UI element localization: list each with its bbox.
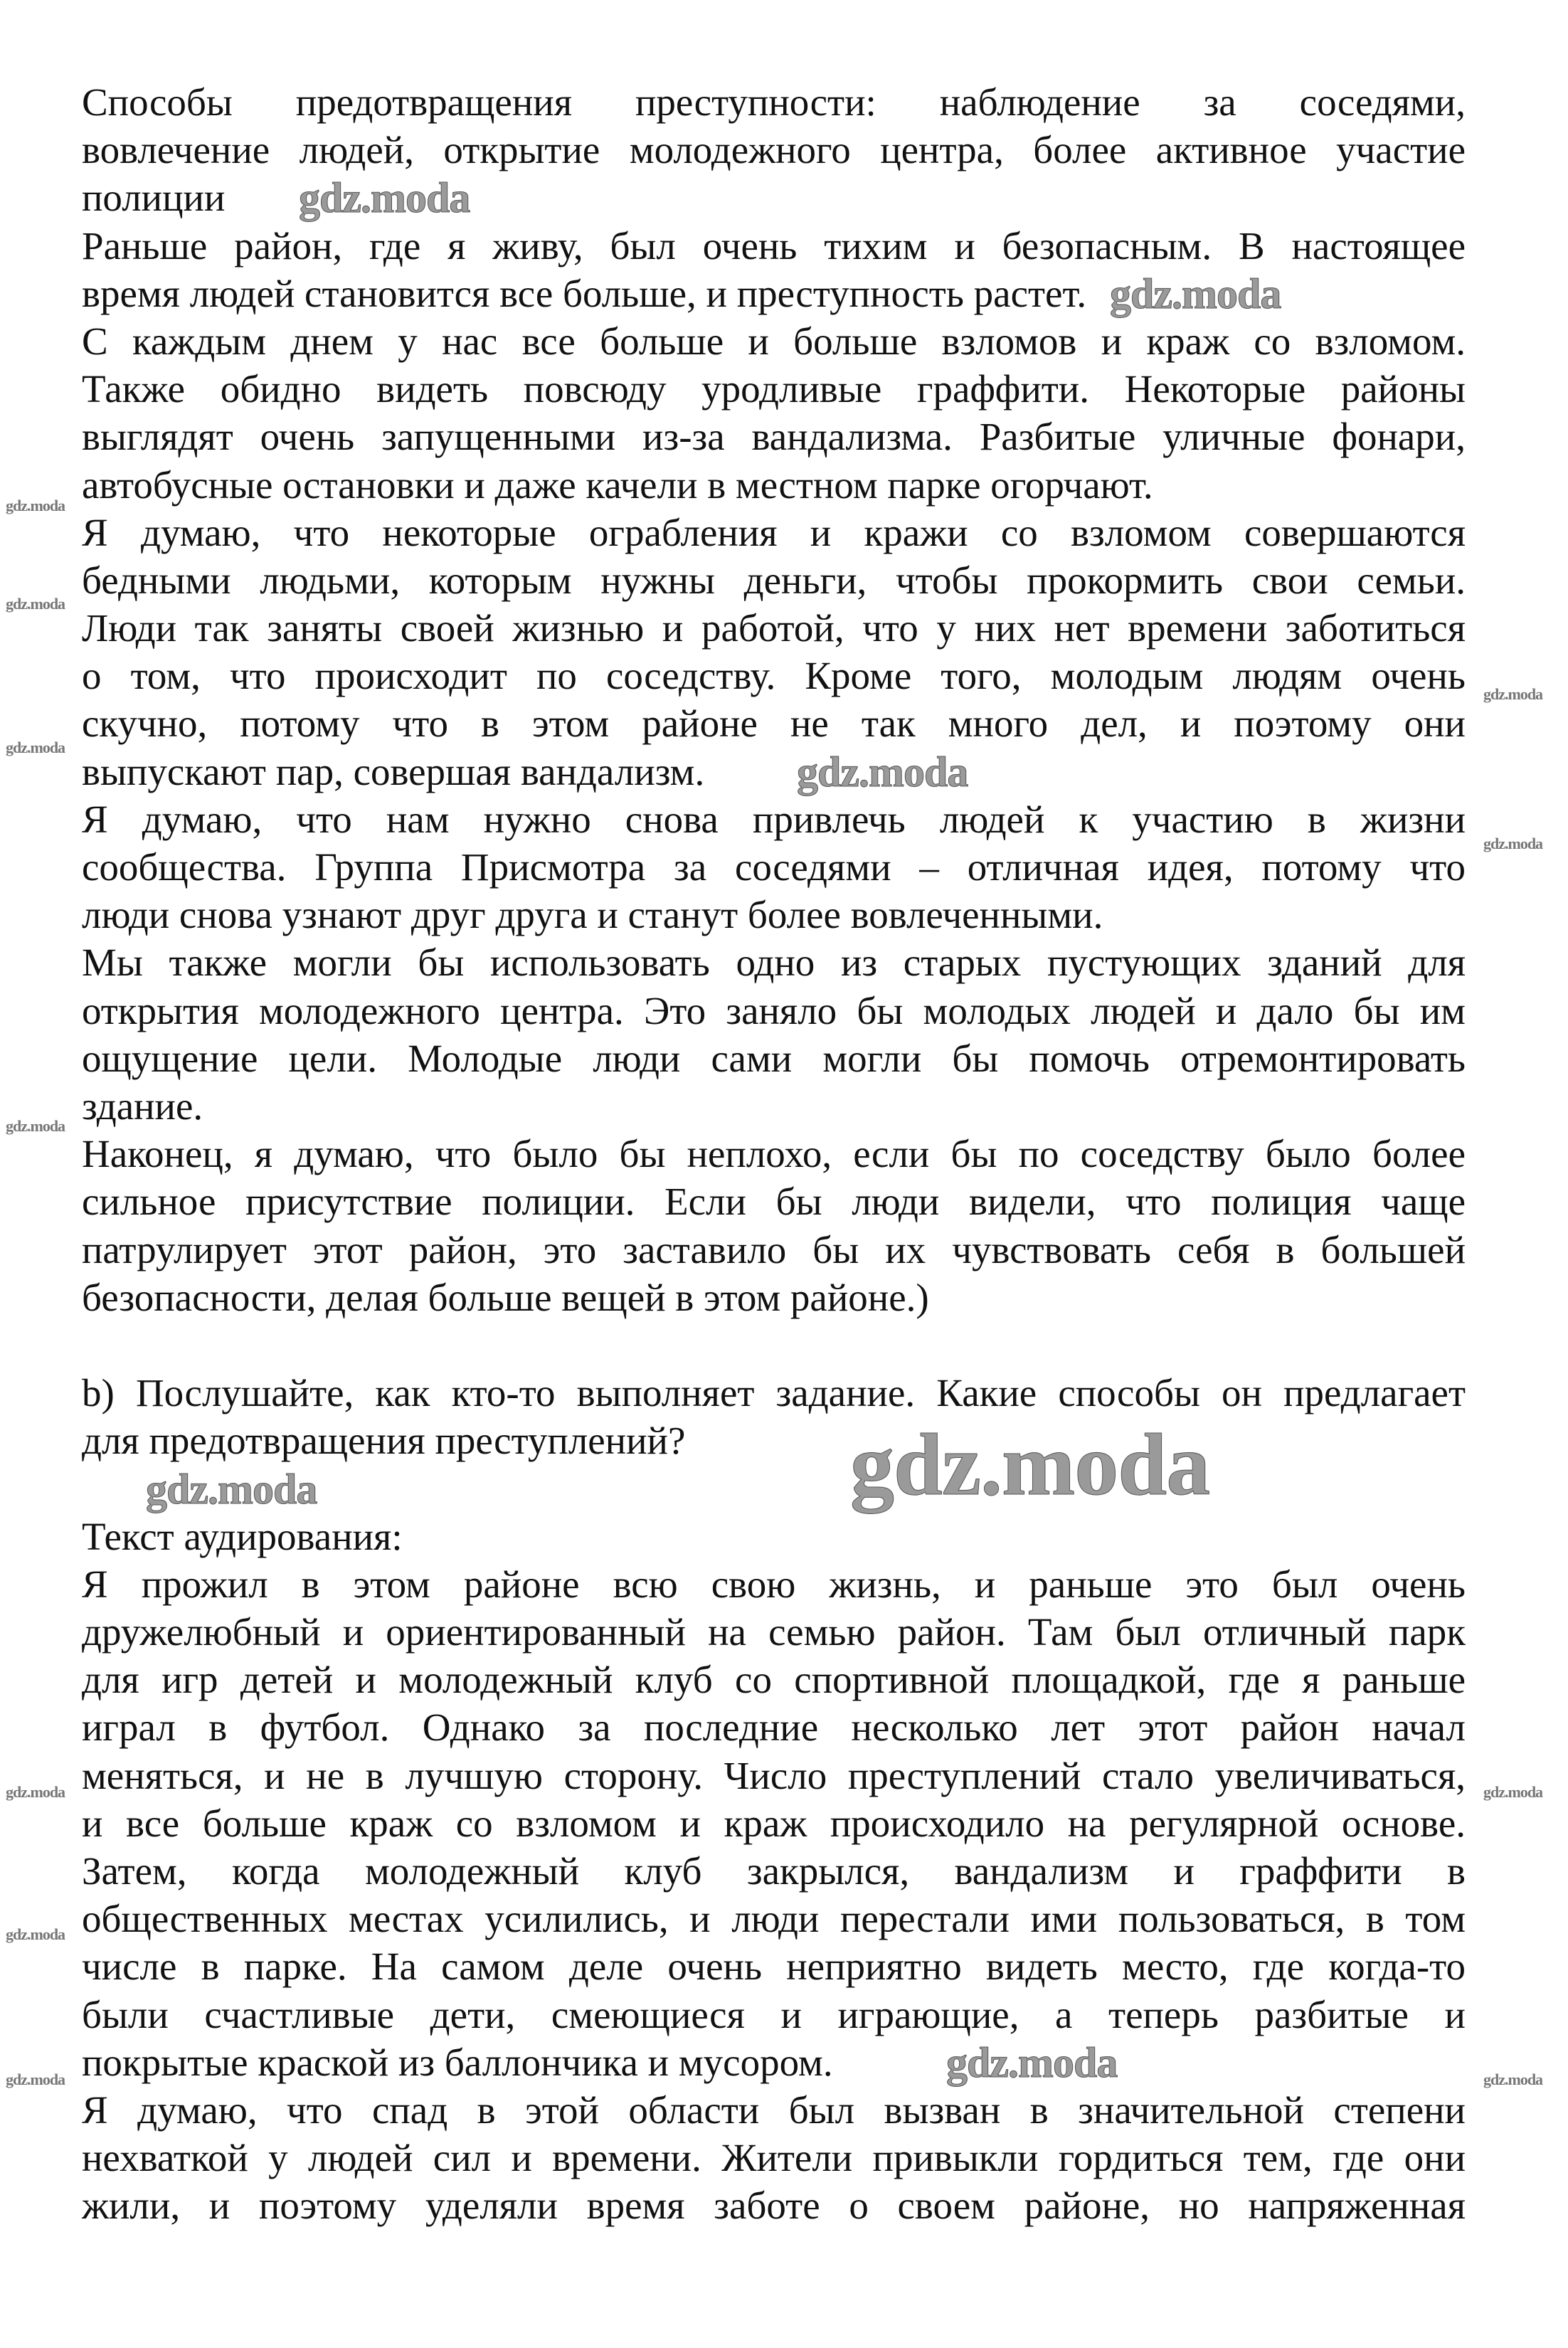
text-line: числе в парке. На самом деле очень неприятно видеть место, где когда-то: [82, 1945, 1466, 1989]
watermark: gdz.moda: [797, 749, 968, 795]
text-line: Я думаю, что некоторые ограбления и кражи со взломом совершаются: [82, 510, 1466, 554]
text-line: меняться, и не в лучшую сторону. Число преступлений стало увеличиваться,: [82, 1753, 1466, 1797]
text-line: Я прожил в этом районе всю свою жизнь, и раньше это был очень: [82, 1562, 1466, 1606]
text-line: Я думаю, что спад в этой области был вызван в значительной степени: [82, 2088, 1466, 2132]
text-line: Затем, когда молодежный клуб закрылся, вандализм и граффити в: [82, 1849, 1466, 1893]
text-line: Также обидно видеть повсюду уродливые граффити. Некоторые районы: [82, 367, 1466, 411]
watermark: gdz.moda: [1110, 270, 1281, 317]
text-line: Текст аудирования:: [82, 1514, 403, 1558]
text-line: Раньше район, где я живу, был очень тихим и безопасным. В настоящее: [82, 223, 1466, 268]
watermark: gdz.moda: [6, 595, 65, 613]
watermark: gdz.moda: [299, 174, 470, 221]
watermark: gdz.moda: [6, 1925, 65, 1943]
text-line: здание.: [82, 1084, 203, 1128]
text-line: открытия молодежного центра. Это заняло бы молодых людей и дало бы им: [82, 988, 1466, 1032]
text-line: время людей становится все больше, и преступность растет.: [82, 271, 1087, 315]
text-line: автобусные остановки и даже качели в местном парке огорчают.: [82, 462, 1153, 507]
text-line: b) Послушайте, как кто-то выполняет задание. Какие способы он предлагает: [82, 1371, 1466, 1415]
text-line: для предотвращения преступлений?: [82, 1419, 686, 1463]
text-line: сообщества. Группа Присмотра за соседями – отличная идея, потому что: [82, 845, 1466, 889]
text-line: бедными людьми, которым нужны деньги, чтобы прокормить свои семьи.: [82, 558, 1466, 602]
text-line: безопасности, делая больше вещей в этом районе.): [82, 1275, 929, 1319]
watermark: gdz.moda: [6, 2071, 65, 2088]
text-line: [82, 1321, 1466, 1369]
watermark: gdz.moda: [146, 1466, 317, 1513]
watermark: gdz.moda: [946, 2039, 1118, 2086]
watermark: gdz.moda: [850, 1416, 1210, 1513]
text-line: играл в футбол. Однако за последние несколько лет этот район начал: [82, 1706, 1466, 1750]
watermark: gdz.moda: [1483, 685, 1543, 703]
text-line: для игр детей и молодежный клуб со спортивной площадкой, где я раньше: [82, 1658, 1466, 1702]
watermark: gdz.moda: [6, 739, 65, 756]
text-line: общественных местах усилились, и люди перестали ими пользоваться, в том: [82, 1897, 1466, 1941]
text-line: ощущение цели. Молодые люди сами могли бы помочь отремонтировать: [82, 1036, 1466, 1080]
text-line: жили, и поэтому уделяли время заботе о своем районе, но напряженная: [82, 2184, 1466, 2228]
document-text: [82, 78, 1466, 2229]
watermark: gdz.moda: [1483, 835, 1543, 852]
text-line: вовлечение людей, открытие молодежного центра, более активное участие: [82, 128, 1466, 172]
watermark: gdz.moda: [6, 1117, 65, 1135]
watermark: gdz.moda: [6, 1783, 65, 1801]
text-line: о том, что происходит по соседству. Кроме того, молодым людям очень: [82, 654, 1466, 698]
text-line: и все больше краж со взломом и краж происходило на регулярной основе.: [82, 1801, 1466, 1845]
text-line: С каждым днем у нас все больше и больше взломов и краж со взломом.: [82, 319, 1466, 363]
text-line: люди снова узнают друг друга и станут более вовлеченными.: [82, 893, 1103, 937]
watermark: gdz.moda: [1483, 1783, 1543, 1801]
text-line: скучно, потому что в этом районе не так много дел, и поэтому они: [82, 702, 1466, 746]
text-line: Люди так заняты своей жизнью и работой, что у них нет времени заботиться: [82, 606, 1466, 650]
text-line: полиции: [82, 176, 226, 220]
text-line: дружелюбный и ориентированный на семью район. Там был отличный парк: [82, 1610, 1466, 1654]
watermark: gdz.moda: [1483, 2071, 1543, 2088]
text-line: Я думаю, что нам нужно снова привлечь людей к участию в жизни: [82, 797, 1466, 841]
text-line: Мы также могли бы использовать одно из старых пустующих зданий для: [82, 941, 1466, 985]
text-line: Способы предотвращения преступности: наблюдение за соседями,: [82, 80, 1466, 124]
text-line: Наконец, я думаю, что было бы неплохо, если бы по соседству было более: [82, 1132, 1466, 1176]
text-line: патрулирует этот район, это заставило бы их чувствовать себя в большей: [82, 1227, 1466, 1271]
text-line: покрытые краской из баллончика и мусором.: [82, 2040, 833, 2084]
text-line: выглядят очень запущенными из-за вандализма. Разбитые уличные фонари,: [82, 415, 1466, 459]
text-line: нехваткой у людей сил и времени. Жители привыкли гордиться тем, где они: [82, 2136, 1466, 2180]
text-line: сильное присутствие полиции. Если бы люди видели, что полиция чаще: [82, 1180, 1466, 1224]
watermark: gdz.moda: [6, 497, 65, 514]
text-line: выпускают пар, совершая вандализм.: [82, 749, 705, 793]
text-line: были счастливые дети, смеющиеся и играющие, а теперь разбитые и: [82, 1992, 1466, 2036]
